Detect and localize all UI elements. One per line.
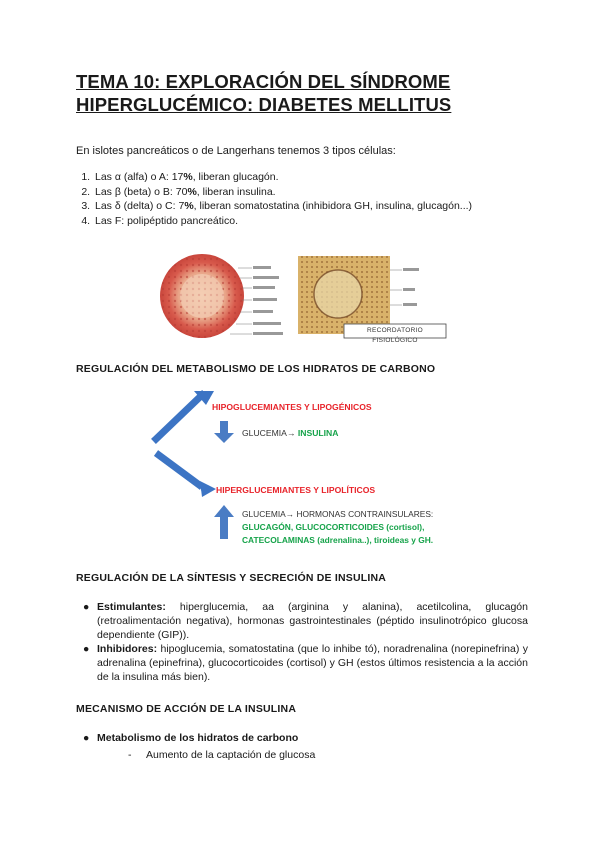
title-line-1: TEMA 10: EXPLORACIÓN DEL SÍNDROME xyxy=(76,71,451,92)
section-heading-insulina: REGULACIÓN DE LA SÍNTESIS Y SECRECIÓN DE INSULINA xyxy=(76,572,387,584)
list-item: 2. Las β (beta) o B: 70%, liberan insulina. xyxy=(93,185,472,200)
hiperglucemiantes-title: HIPERGLUCEMIANTES Y LIPOLÍTICOS xyxy=(216,485,376,495)
regulation-diagram xyxy=(150,385,460,555)
page-title xyxy=(76,70,536,116)
hiperglucemia-line-1: GLUCEMIA→ HORMONAS CONTRAINSULARES: xyxy=(242,509,434,519)
intro-paragraph: En islotes pancreáticos o de Langerhans tenemos 3 tipos células: xyxy=(76,145,396,157)
list-item: ● Estimulantes: hiperglucemia, aa (arginina y alanina), acetilcolina, glucagón (retroalimentación negativa), hormonas gastrointestinales (péptido insulinotrópico glucosa dependiente (GIP)). xyxy=(83,601,528,641)
mecanismo-list xyxy=(76,731,528,745)
arrow-up-right-icon xyxy=(156,391,214,439)
title-line-2: HIPERGLUCÉMICO: DIABETES MELLITUS xyxy=(76,94,452,115)
section-heading-mecanismo: MECANISMO DE ACCIÓN DE LA INSULINA xyxy=(76,703,297,715)
arrow-down-icon xyxy=(214,421,234,443)
list-item: 1. Las α (alfa) o A: 17%, liberan glucagón. xyxy=(93,170,472,185)
list-item: 3. Las δ (delta) o C: 7%, liberan somatostatina (inhibidora GH, insulina, glucagón...) xyxy=(93,199,472,214)
list-item: 4. Las F: polipéptido pancreático. xyxy=(93,214,472,229)
islet-histology-figure xyxy=(160,250,450,345)
insulina-regulation-list xyxy=(76,600,528,684)
hiperglucemia-line-2: GLUCAGÓN, GLUCOCORTICOIDES (cortisol), xyxy=(242,522,425,532)
figure-caption: RECORDATORIO FISIOLÓGICO xyxy=(366,327,424,344)
sub-list-item: - Aumento de la captación de glucosa xyxy=(128,749,316,761)
hipoglucemiantes-title: HIPOGLUCEMIANTES Y LIPOGÉNICOS xyxy=(212,402,372,412)
arrow-up-icon xyxy=(214,505,234,539)
hiperglucemia-line-3: CATECOLAMINAS (adrenalina..), tiroideas y GH. xyxy=(242,535,434,545)
section-heading-carbohidratos: REGULACIÓN DEL METABOLISMO DE LOS HIDRATOS DE CARBONO xyxy=(76,363,436,375)
cell-types-list xyxy=(76,170,472,228)
list-item: ● Metabolismo de los hidratos de carbono xyxy=(83,732,299,744)
list-item: ● Inhibidores: hipoglucemia, somatostatina (que lo inhibe tó), noradrenalina (norepinefrina) y adrenalina (epinefrina), glucocorticoides (cortisol) y GH (estos últimos resistencia a la acción de la insulina más bien). xyxy=(83,643,528,683)
hipoglucemia-insulina-line: GLUCEMIA→ INSULINA xyxy=(242,428,339,438)
arrow-down-right-icon xyxy=(156,453,216,497)
